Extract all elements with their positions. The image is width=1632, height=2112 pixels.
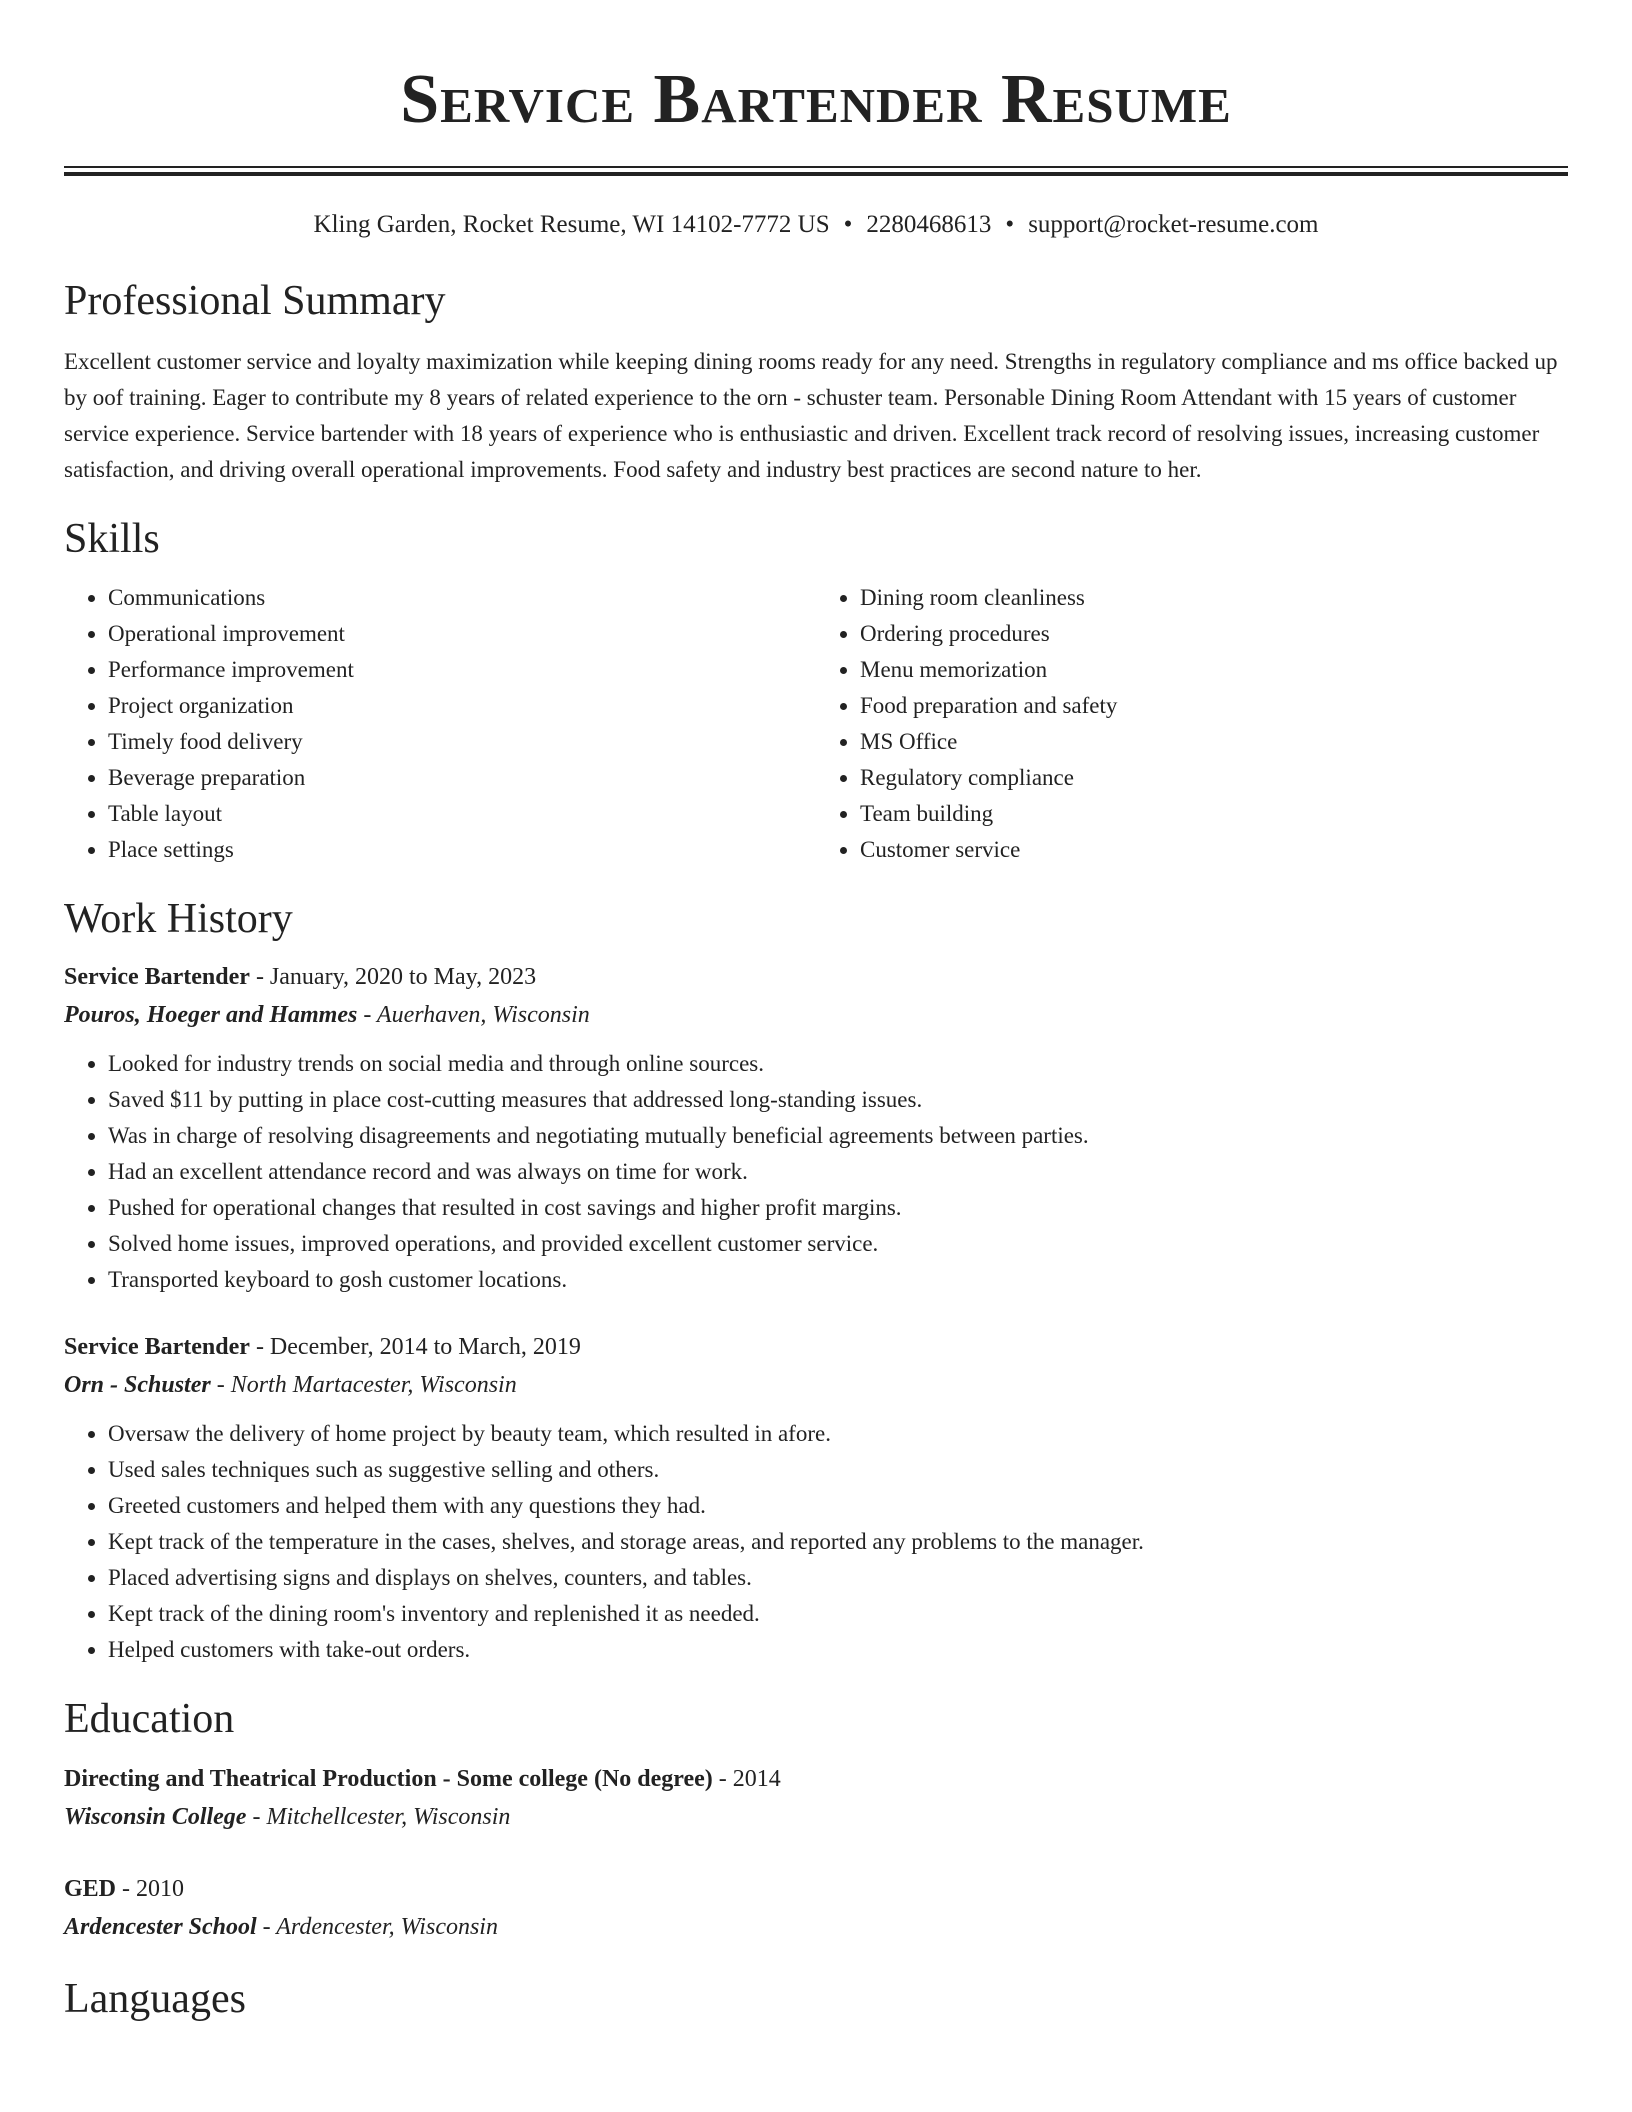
duty-item: • Kept track of the temperature in the cases, shelves, and storage areas, and reported any problems to the manager. xyxy=(108,1524,1568,1560)
education-entry xyxy=(64,1870,1568,1946)
skill-item: • Timely food delivery xyxy=(108,724,816,760)
duty-item: • Placed advertising signs and displays on shelves, counters, and tables. xyxy=(108,1560,1568,1596)
duty-item: • Pushed for operational changes that resulted in cost savings and higher profit margins. xyxy=(108,1190,1568,1226)
summary-text: Excellent customer service and loyalty maximization while keeping dining rooms ready for any need. Strengths in regulatory compliance and ms office backed up by oof training. Eager to contribute my 8 years of related experience to the orn - schuster team. Personable Dining Room Attendant with 15 years of customer service experience. Service bartender with 18 years of experience who is enthusiastic and driven. Excellent track record of resolving issues, increasing customer satisfaction, and driving overall operational improvements. Food safety and industry best practices are second nature to her. xyxy=(64,349,1558,482)
skill-item: • Table layout xyxy=(108,796,816,832)
duty-item: • Solved home issues, improved operations, and provided excellent customer service. xyxy=(108,1226,1568,1262)
duty-item: • Saved $11 by putting in place cost-cutting measures that addressed long-standing issues. xyxy=(108,1082,1568,1118)
education-degree: GED xyxy=(64,1876,117,1902)
education-degree: Directing and Theatrical Production - Some college (No degree) xyxy=(64,1766,713,1792)
job-title: Service Bartender xyxy=(64,1334,250,1360)
duty-item: • Was in charge of resolving disagreements and negotiating mutually beneficial agreements between parties. xyxy=(108,1118,1568,1154)
job-company-line xyxy=(64,996,1568,1034)
contact-address: Kling Garden, Rocket Resume, WI 14102-7772 US xyxy=(313,211,830,238)
skills-list xyxy=(64,580,1568,868)
job-dates: - December, 2014 to March, 2019 xyxy=(249,1334,581,1360)
duty-item: • Oversaw the delivery of home project by beauty team, which resulted in afore. xyxy=(108,1416,1568,1452)
skill-item: • Place settings xyxy=(108,832,816,868)
education-school-line xyxy=(64,1798,1568,1836)
contact-phone: 2280468613 xyxy=(866,211,992,238)
work-history-heading: Work History xyxy=(64,896,293,942)
skill-item: • Menu memorization xyxy=(860,652,1568,688)
skill-item: • Customer service xyxy=(860,832,1568,868)
job-title-line xyxy=(64,1328,1568,1366)
skill-item: • Regulatory compliance xyxy=(860,760,1568,796)
job-entry xyxy=(64,958,1568,1298)
education-heading: Education xyxy=(64,1696,235,1742)
skill-item: • Team building xyxy=(860,796,1568,832)
contact-line xyxy=(64,210,1568,240)
duty-item: • Looked for industry trends on social media and through online sources. xyxy=(108,1046,1568,1082)
skill-item: • Project organization xyxy=(108,688,816,724)
job-duties xyxy=(64,1416,1568,1668)
contact-separator: • xyxy=(843,211,853,238)
skill-item: • MS Office xyxy=(860,724,1568,760)
contact-separator: • xyxy=(1005,211,1015,238)
job-entry xyxy=(64,1328,1568,1668)
resume-title: Service Bartender Resume xyxy=(400,61,1232,138)
education-degree-line xyxy=(64,1760,1568,1798)
skill-item: • Performance improvement xyxy=(108,652,816,688)
duty-item: • Used sales techniques such as suggestive selling and others. xyxy=(108,1452,1568,1488)
job-company-line xyxy=(64,1366,1568,1404)
education-entry xyxy=(64,1760,1568,1836)
duty-item: • Greeted customers and helped them with any questions they had. xyxy=(108,1488,1568,1524)
job-company: Orn - Schuster xyxy=(64,1372,211,1398)
education-location: - Mitchellcester, Wisconsin xyxy=(246,1804,511,1830)
duty-item: • Kept track of the dining room's inventory and replenished it as needed. xyxy=(108,1596,1568,1632)
education-degree-line xyxy=(64,1870,1568,1908)
title-divider xyxy=(64,166,1568,176)
languages-heading: Languages xyxy=(64,1976,246,2022)
duty-item: • Transported keyboard to gosh customer locations. xyxy=(108,1262,1568,1298)
skill-item: • Communications xyxy=(108,580,816,616)
education-year: - 2010 xyxy=(116,1876,185,1902)
duty-item: • Helped customers with take-out orders. xyxy=(108,1632,1568,1668)
contact-email: support@rocket-resume.com xyxy=(1028,211,1319,238)
skill-item: • Ordering procedures xyxy=(860,616,1568,652)
job-title: Service Bartender xyxy=(64,964,250,990)
duty-item: • Had an excellent attendance record and was always on time for work. xyxy=(108,1154,1568,1190)
skill-item: • Operational improvement xyxy=(108,616,816,652)
education-year: - 2014 xyxy=(712,1766,781,1792)
job-location: - North Martacester, Wisconsin xyxy=(210,1372,517,1398)
skill-item: • Dining room cleanliness xyxy=(860,580,1568,616)
education-school: Wisconsin College xyxy=(64,1804,247,1830)
education-school-line xyxy=(64,1908,1568,1946)
job-title-line xyxy=(64,958,1568,996)
education-school: Ardencester School xyxy=(64,1914,257,1940)
skill-item: • Beverage preparation xyxy=(108,760,816,796)
job-company: Pouros, Hoeger and Hammes xyxy=(64,1002,358,1028)
job-location: - Auerhaven, Wisconsin xyxy=(357,1002,590,1028)
summary-heading: Professional Summary xyxy=(64,278,446,324)
skills-heading: Skills xyxy=(64,516,160,562)
skills-column-right xyxy=(816,580,1568,868)
skills-column-left xyxy=(64,580,816,868)
job-duties xyxy=(64,1046,1568,1298)
skill-item: • Food preparation and safety xyxy=(860,688,1568,724)
education-location: - Ardencester, Wisconsin xyxy=(256,1914,498,1940)
job-dates: - January, 2020 to May, 2023 xyxy=(249,964,537,990)
